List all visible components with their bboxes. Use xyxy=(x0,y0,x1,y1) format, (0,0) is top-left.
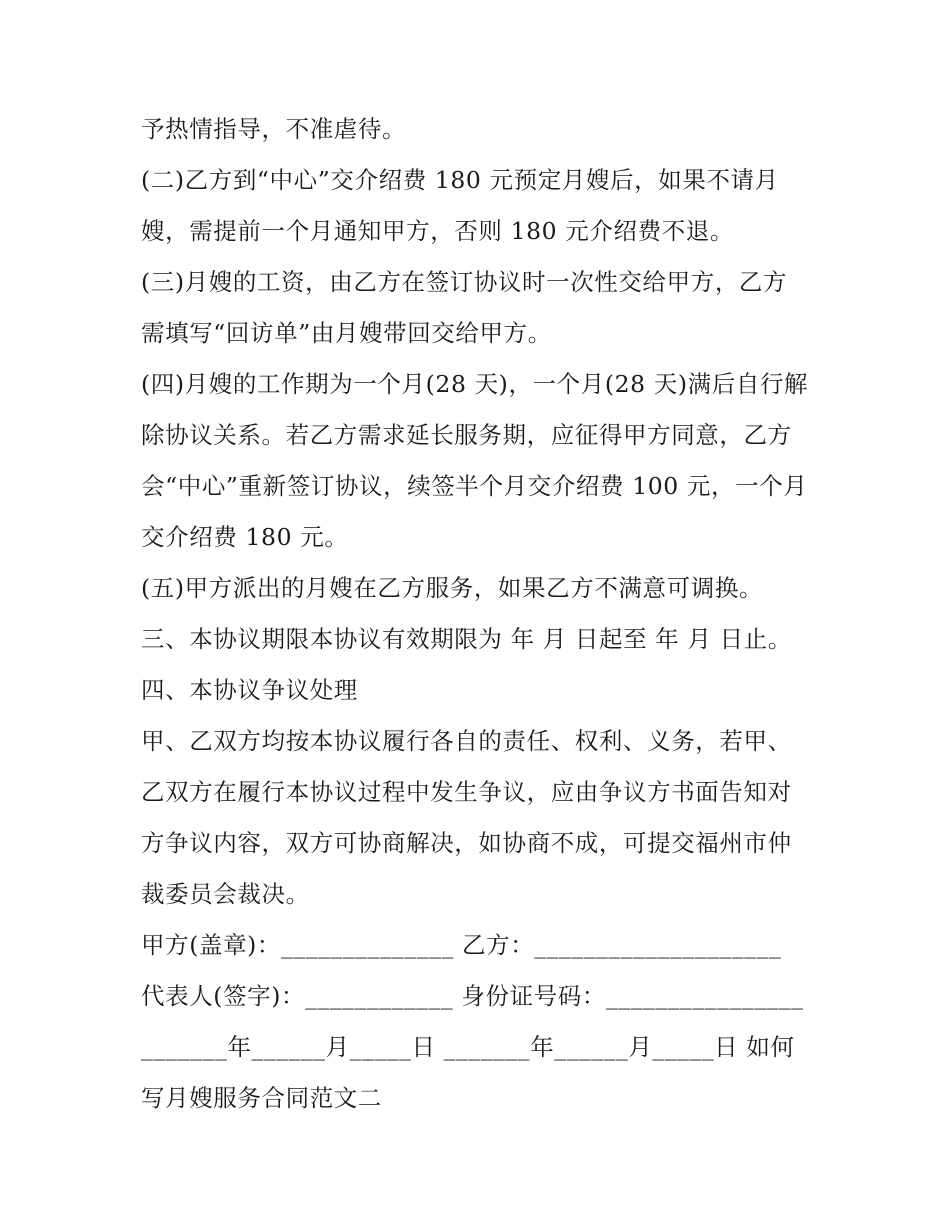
signature-line-party-a: 甲方(盖章)：______________ 乙方：____________________ xyxy=(141,931,782,959)
text-line: (三)月嫂的工资，由乙方在签订协议时一次性交给甲方，乙方 xyxy=(141,268,788,296)
signature-line-representative: 代表人(签字)：____________ 身份证号码：________________ xyxy=(141,982,804,1010)
text-line: 需填写“回访单”由月嫂带回交给甲方。 xyxy=(141,319,552,347)
text-line: 甲、乙双方均按本协议履行各自的责任、权利、义务，若甲、 xyxy=(141,727,792,755)
text-line: (四)月嫂的工作期为一个月(28 天)，一个月(28 天)满后自行解 xyxy=(141,370,809,398)
text-line: (二)乙方到“中心”交介绍费 180 元预定月嫂后，如果不请月 xyxy=(141,166,779,194)
section-heading: 四、本协议争议处理 xyxy=(141,676,358,704)
text-line: 三、本协议期限本协议有效期限为 年 月 日起至 年 月 日止。 xyxy=(141,625,792,653)
text-line: 乙双方在履行本协议过程中发生争议，应由争议方书面告知对 xyxy=(141,778,792,806)
text-line: 会“中心”重新签订协议，续签半个月交介绍费 100 元，一个月 xyxy=(141,472,808,500)
text-line: 予热情指导，不准虐待。 xyxy=(141,115,407,143)
text-line: 交介绍费 180 元。 xyxy=(141,523,349,551)
text-line: (五)甲方派出的月嫂在乙方服务，如果乙方不满意可调换。 xyxy=(141,574,764,602)
text-line: 裁委员会裁决。 xyxy=(141,880,310,908)
text-line: 除协议关系。若乙方需求延长服务期，应征得甲方同意，乙方 xyxy=(141,421,792,449)
date-line: _______年______月_____日 _______年______月_____日 如何 xyxy=(141,1033,795,1061)
next-section-title: 写月嫂服务合同范文二 xyxy=(141,1084,382,1112)
text-line: 嫂，需提前一个月通知甲方，否则 180 元介绍费不退。 xyxy=(141,217,734,245)
text-line: 方争议内容，双方可协商解决，如协商不成，可提交福州市仲 xyxy=(141,829,792,857)
